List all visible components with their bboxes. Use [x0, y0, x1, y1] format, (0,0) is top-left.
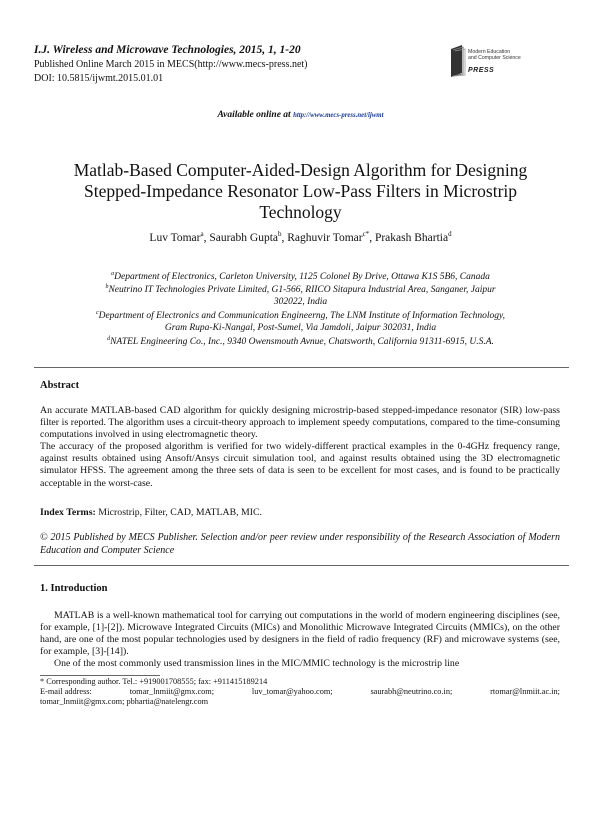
- author-name: Raghuvir Tomar: [287, 231, 363, 244]
- email-link[interactable]: saurabh@neutrino.co.in;: [370, 687, 453, 696]
- affil-sup: a: [111, 271, 115, 277]
- title-line: Stepped-Impedance Resonator Low-Pass Filters in Microstrip: [83, 181, 518, 201]
- abstract-body: [40, 405, 560, 490]
- author-sep: ,: [369, 231, 375, 244]
- author-name: Luv Tomar: [149, 231, 201, 244]
- email-link[interactable]: rtomar@lnmiit.ac.in;: [490, 687, 560, 696]
- paper-title: [40, 160, 561, 223]
- corresponding-author: * Corresponding author. Tel.: +919001708555; fax: +911415189214: [40, 677, 268, 686]
- available-label: Available online at: [217, 110, 291, 120]
- author-sep: ,: [281, 231, 288, 244]
- intro-paragraph: One of the most commonly used transmission lines in the MIC/MMIC technology is the microstrip line: [54, 658, 460, 669]
- divider: [34, 565, 569, 566]
- email-line: [40, 687, 560, 697]
- abstract-paragraph: An accurate MATLAB-based CAD algorithm for quickly designing microstrip-based stepped-impedance resonator (SIR) low-pass filter is reported. The algorithm uses a circuit-theory approach to implement speedy computations, compared to the time-consuming computations involved in using electromagnetic theory.: [40, 405, 560, 441]
- affil-sup: d: [107, 336, 111, 342]
- email-line-2[interactable]: tomar_lnmiit@gmx.com; pbhartia@natelengr.com: [40, 697, 209, 706]
- author-sep: ,: [203, 231, 210, 244]
- author-list: [40, 230, 561, 244]
- title-line: Matlab-Based Computer-Aided-Design Algorithm for Designing: [73, 160, 528, 180]
- logo-line-1: Modern Education: [468, 49, 511, 55]
- index-terms-label: Index Terms:: [40, 507, 96, 518]
- affil-sup: b: [105, 284, 109, 290]
- abstract-heading: Abstract: [40, 380, 80, 391]
- author-sup: c*: [362, 230, 370, 238]
- published-online: Published Online March 2015 in MECS(http://www.mecs-press.net): [34, 59, 308, 70]
- author-sup: d: [448, 230, 452, 238]
- doi: DOI: 10.5815/ijwmt.2015.01.01: [34, 73, 164, 84]
- affiliation-c: [44, 307, 557, 334]
- author-sup: a: [200, 230, 204, 238]
- introduction-heading: 1. Introduction: [40, 583, 108, 594]
- divider: [34, 367, 569, 368]
- author-name: Prakash Bhartia: [374, 231, 449, 244]
- author-sup: b: [278, 230, 282, 238]
- email-label: E-mail address:: [40, 687, 92, 696]
- affil-line: Department of Electronics and Communication Engineerng, The LNM Institute of Information Technology,: [98, 311, 506, 322]
- introduction-body: [40, 610, 560, 670]
- affil-line: 302022, India: [273, 297, 328, 308]
- index-terms-text: Microstrip, Filter, CAD, MATLAB, MIC.: [98, 507, 262, 518]
- email-link[interactable]: luv_tomar@yahoo.com;: [251, 687, 333, 696]
- book-icon: [448, 43, 470, 79]
- logo-line-2: and Computer Science: [468, 55, 521, 61]
- author-name: Saurabh Gupta: [209, 231, 278, 244]
- title-line: Technology: [259, 202, 342, 222]
- available-online: [0, 110, 601, 120]
- affiliation-b: [44, 281, 557, 308]
- affil-line: Gram Rupa-Ki-Nangal, Post-Sumel, Via Jamdoli, Jaipur 302031, India: [164, 323, 437, 334]
- index-terms: [40, 507, 560, 519]
- affil-line: NATEL Engineering Co., Inc., 9340 Owensmouth Avnue, Chatsworth, California 91311-6915, U.S.A.: [110, 337, 494, 348]
- journal-citation: I.J. Wireless and Microwave Technologies, 2015, 1, 1-20: [34, 44, 301, 56]
- email-link[interactable]: tomar_lnmiit@gmx.com;: [129, 687, 215, 696]
- abstract-paragraph: The accuracy of the proposed algorithm is verified for two widely-different practical examples in the 0-4GHz frequency range, against results obtained using Ansoft/Ansys circuit simulation tool, and against results obtained using the 3D electromagnetic simulator HFSS. The agreement among the three sets of data is seen to be excellent for most cases, and is found to be practically acceptable in the worst-case.: [40, 441, 560, 489]
- footnote-rule: [40, 675, 160, 676]
- journal-url-link[interactable]: http://www.mecs-press.net/ijwmt: [293, 112, 384, 119]
- intro-paragraph: MATLAB is a well-known mathematical tool for carrying out computations in the world of modern engineering disciplines (see, for example, [1]-[2]). Microwave Integrated Circuits (MICs) and Monolithic Microwave Integrated Circuits (MMICs), on the other hand, are one of the most popular technologies used by designers in the field of radio frequency (RF) and microwave systems (see, for example, [3]-[14]).: [40, 610, 560, 657]
- copyright-notice: © 2015 Published by MECS Publisher. Selection and/or peer review under responsibility of the Research Association of Modern Education and Computer Science: [40, 532, 560, 556]
- affil-sup: c: [95, 310, 99, 316]
- affil-line: Neutrino IT Technologies Private Limited, G1-566, RIICO Sitapura Industrial Area, Sanganer, Jaipur: [108, 285, 496, 296]
- affil-line: Department of Electronics, Carleton University, 1125 Colonel By Drive, Ottawa K1S 5B6, Canada: [114, 272, 490, 283]
- logo-press: PRESS: [468, 67, 495, 74]
- affiliation-d: [44, 333, 557, 348]
- mecs-press-logo: [448, 43, 558, 83]
